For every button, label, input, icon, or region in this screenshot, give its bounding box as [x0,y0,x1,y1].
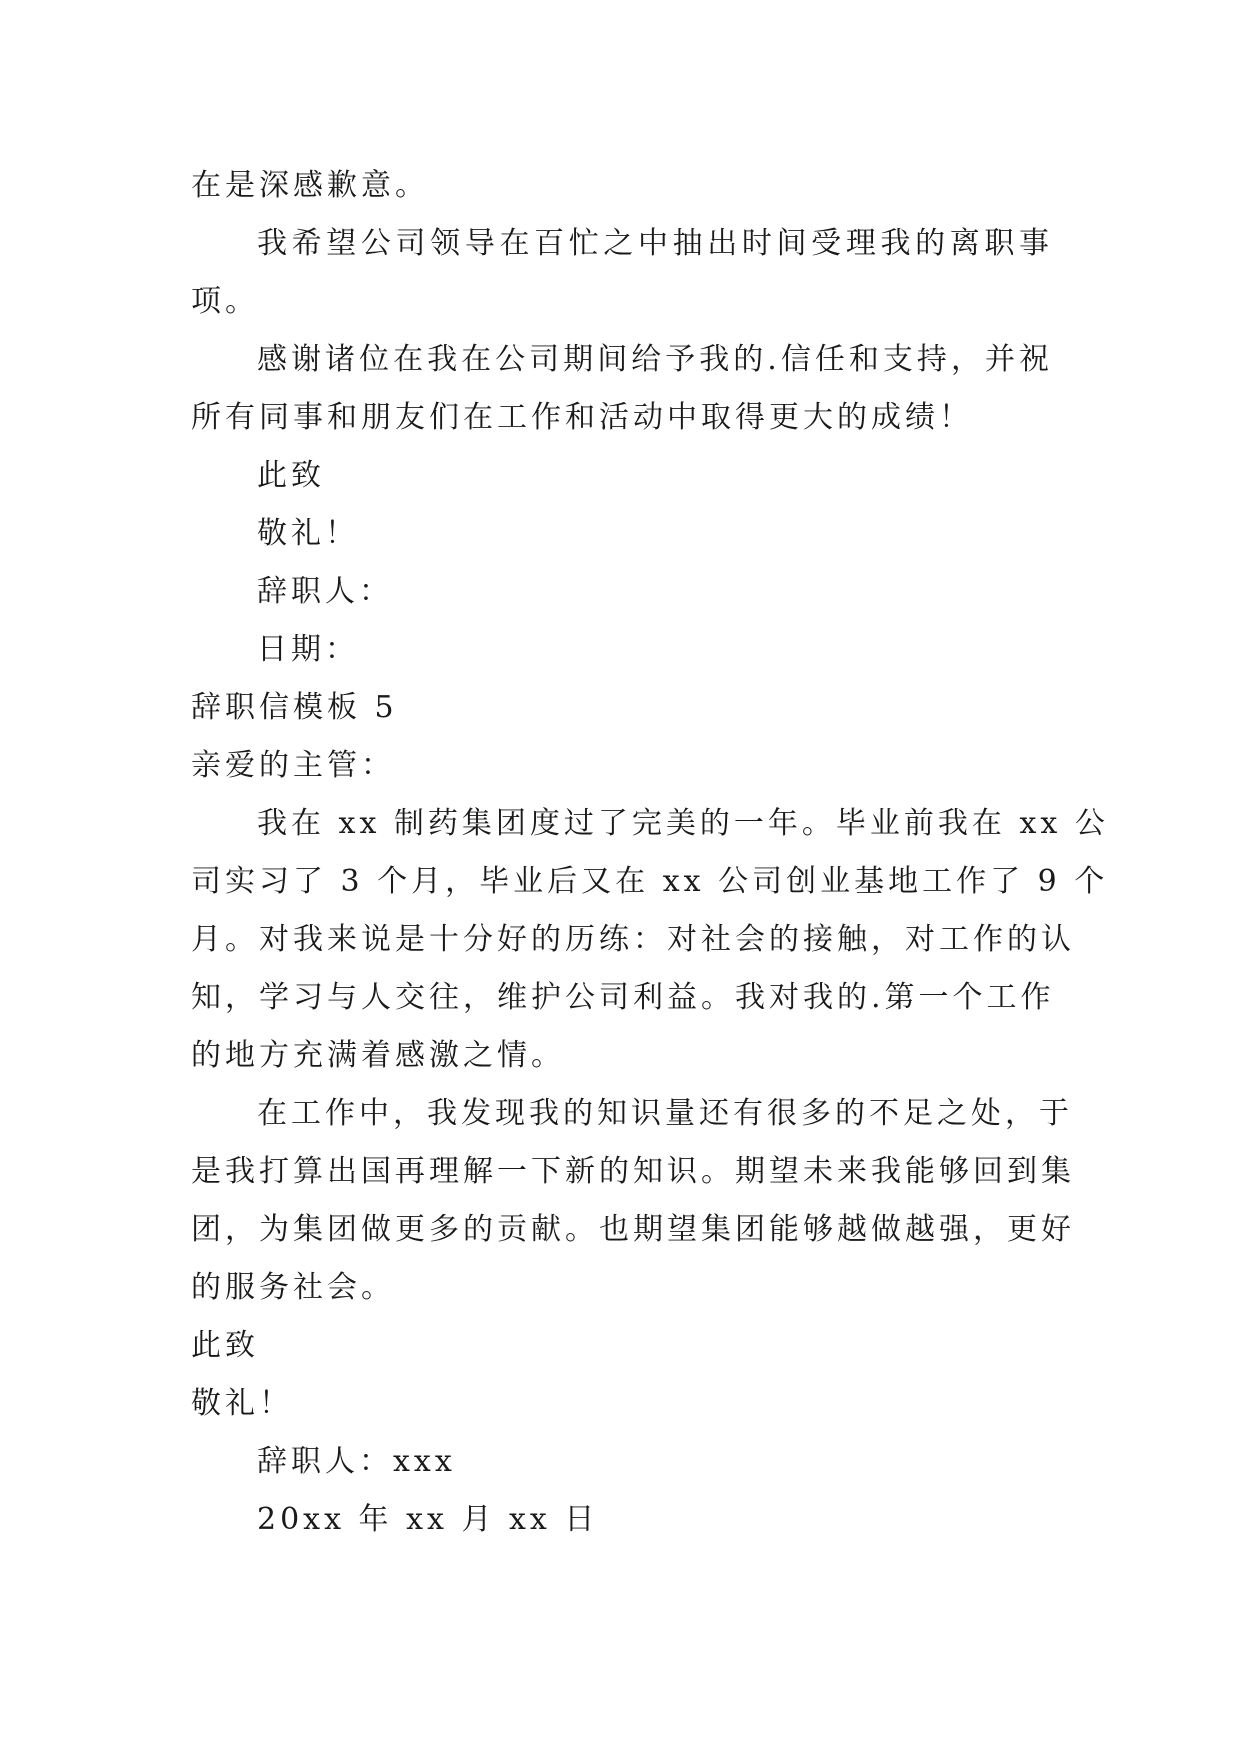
closing-salutation: 此致 [257,458,325,493]
paragraph-line: 月。对我来说是十分好的历练：对社会的接触，对工作的认 [191,922,1075,957]
document-body [191,157,1109,1549]
paragraph-line: 团，为集团做更多的贡献。也期望集团能够越做越强，更好 [191,1212,1075,1247]
paragraph-line: 司实习了 3 个月，毕业后又在 xx 公司创业基地工作了 9 个 [191,864,1109,899]
section-title: 辞职信模板 5 [191,690,398,725]
date-label: 日期： [257,632,359,667]
paragraph-line: 所有同事和朋友们在工作和活动中取得更大的成绩！ [191,400,973,435]
closing-salutation: 此致 [191,1328,259,1363]
signature-label: 辞职人： [257,574,393,609]
paragraph-line: 我希望公司领导在百忙之中抽出时间受理我的离职事 [257,226,1053,261]
closing-regards: 敬礼！ [191,1386,293,1421]
paragraph-line: 的服务社会。 [191,1270,395,1305]
greeting: 亲爱的主管： [191,748,395,783]
paragraph-line: 在是深感歉意。 [191,168,429,203]
paragraph-line: 知，学习与人交往，维护公司利益。我对我的.第一个工作 [191,980,1055,1015]
paragraph-line: 感谢诸位在我在公司期间给予我的.信任和支持，并祝 [257,342,1053,377]
signature-line: 辞职人：xxx [257,1444,456,1479]
paragraph-line: 在工作中，我发现我的知识量还有很多的不足之处，于 [257,1096,1073,1131]
paragraph-line: 的地方充满着感激之情。 [191,1038,565,1073]
paragraph-line: 是我打算出国再理解一下新的知识。期望未来我能够回到集 [191,1154,1075,1189]
closing-regards: 敬礼！ [257,516,359,551]
paragraph-line: 我在 xx 制药集团度过了完美的一年。毕业前我在 xx 公 [257,806,1109,841]
paragraph-line: 项。 [191,284,259,319]
date-line: 20xx 年 xx 月 xx 日 [257,1502,599,1537]
